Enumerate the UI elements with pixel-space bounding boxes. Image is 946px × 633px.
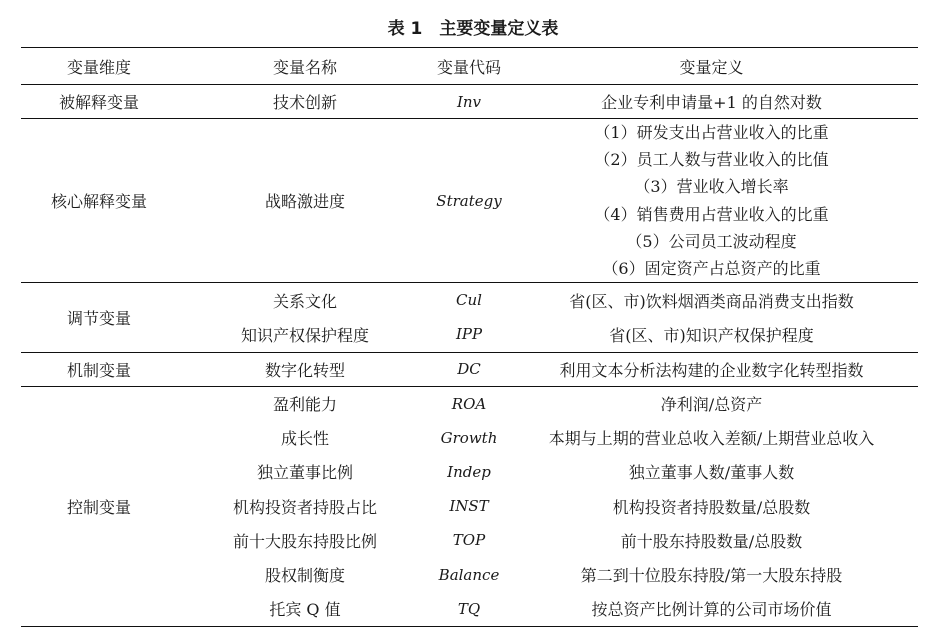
variable-code: ROA [451, 394, 487, 413]
group-dimension: 被解释变量 [21, 85, 177, 119]
definition-line: （5）公司员工波动程度 [626, 231, 797, 251]
variable-code: TQ [433, 592, 505, 627]
header-definition: 变量定义 [505, 48, 918, 85]
variable-code: DC [433, 352, 505, 386]
variable-name: 托宾 Q 值 [177, 592, 433, 627]
header-dimension: 变量维度 [21, 48, 177, 85]
variable-name: 前十大股东持股比例 [232, 531, 377, 551]
variable-code: Balance [438, 565, 500, 584]
variable-code: Inv [433, 85, 505, 119]
definition-line: （1）研发支出占营业收入的比重 [594, 123, 829, 142]
variable-code: IPP [433, 317, 505, 352]
variable-definition: 本期与上期的营业总收入差额/上期营业总收入 [548, 429, 875, 449]
table-row [21, 283, 918, 318]
group-dimension: 核心解释变量 [21, 119, 177, 283]
variable-code: Growth [440, 428, 498, 447]
variable-name: 战略激进度 [177, 119, 433, 283]
variable-definition: 第二到十位股东持股/第一大股东持股 [580, 566, 843, 586]
variable-definition: 前十股东持股数量/总股数 [620, 531, 803, 551]
definition-line: （6）固定资产占总资产的比重 [602, 258, 821, 278]
variable-definition: 独立董事人数/董事人数 [628, 463, 795, 483]
variable-name: 股权制衡度 [264, 566, 345, 586]
variable-code: Strategy [433, 119, 505, 283]
variable-code: Cul [456, 291, 482, 310]
table-header-row [21, 48, 918, 85]
variable-definition: 按总资产比例计算的公司市场价值 [505, 592, 918, 627]
variable-definition [505, 119, 918, 283]
group-dimension: 调节变量 [21, 283, 177, 352]
table-row [21, 85, 918, 119]
variable-name: 独立董事比例 [256, 463, 353, 483]
variable-definition: 净利润/总资产 [660, 395, 763, 415]
header-code: 变量代码 [433, 48, 505, 85]
variable-definition: 省(区、市)饮料烟酒类商品消费支出指数 [569, 291, 854, 311]
definition-line: （2）员工人数与营业收入的比值 [594, 150, 829, 170]
variable-definition: 机构投资者持股数量/总股数 [612, 497, 811, 517]
variable-code: Indep [447, 462, 491, 481]
variable-code: INST [449, 497, 489, 516]
table-row [21, 119, 918, 283]
table-row [21, 352, 918, 386]
variable-name: 关系文化 [272, 291, 337, 311]
variable-code: TOP [452, 531, 486, 550]
variable-name: 机构投资者持股占比 [232, 497, 377, 517]
table-title: 表 1 主要变量定义表 [387, 19, 559, 39]
definition-line: （3）营业收入增长率 [634, 177, 789, 197]
variable-name: 盈利能力 [272, 395, 337, 415]
table-row [21, 386, 918, 421]
group-dimension: 机制变量 [21, 352, 177, 386]
variable-name: 数字化转型 [177, 352, 433, 386]
header-name: 变量名称 [177, 48, 433, 85]
variable-name: 技术创新 [177, 85, 433, 119]
definition-line: （4）销售费用占营业收入的比重 [594, 204, 829, 224]
variable-definition: 企业专利申请量+1 的自然对数 [505, 85, 918, 119]
variable-definition: 利用文本分析法构建的企业数字化转型指数 [505, 352, 918, 386]
variable-name: 成长性 [280, 429, 329, 449]
variable-definition-table [21, 47, 918, 627]
variable-definition: 省(区、市)知识产权保护程度 [505, 317, 918, 352]
group-dimension: 控制变量 [21, 386, 177, 626]
variable-name: 知识产权保护程度 [177, 317, 433, 352]
